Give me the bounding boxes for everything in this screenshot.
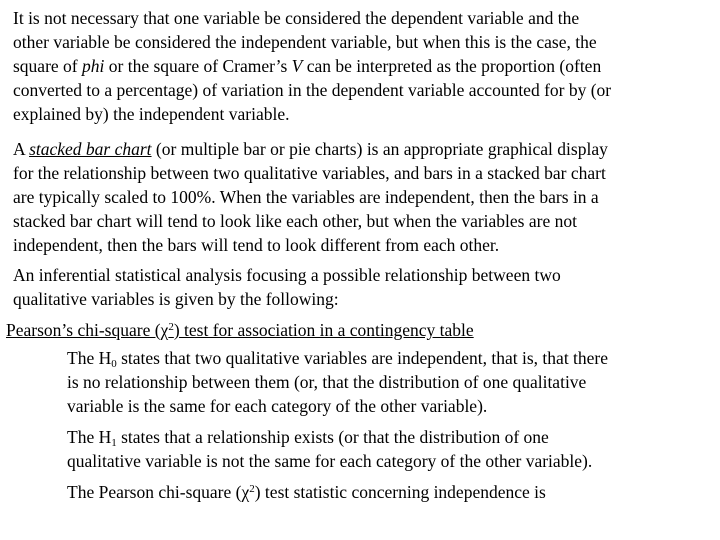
cramers-v-term: V — [291, 56, 303, 76]
text-span: states that two qualitative variables are independent, that is, that there — [116, 348, 609, 368]
text-span: can be interpreted as the proportion (often — [302, 56, 602, 76]
text-span: The Pearson chi-square ( — [67, 482, 242, 502]
text-span: The H — [67, 348, 112, 368]
text-span: A — [13, 139, 30, 159]
text-span: ) test statistic concerning independence is — [254, 482, 546, 502]
text-line — [67, 346, 608, 370]
paragraph-test-statistic — [67, 480, 546, 504]
text-line: for the relationship between two qualitative variables, and bars in a stacked bar chart — [13, 163, 606, 183]
paragraph-stacked-bar-chart — [13, 137, 608, 257]
stacked-bar-chart-link[interactable]: stacked bar chart — [29, 139, 152, 159]
text-line: It is not necessary that one variable be considered the dependent variable and the — [13, 8, 580, 28]
paragraph-null-hypothesis — [67, 346, 608, 418]
text-span: Pearson’s chi-square ( — [6, 320, 161, 340]
phi-term: phi — [82, 56, 105, 76]
text-line: independent, then the bars will tend to look different from each other. — [13, 235, 500, 255]
text-span: square of — [13, 56, 83, 76]
superscript: 2 — [168, 321, 174, 333]
text-line: explained by) the independent variable. — [13, 104, 290, 124]
text-line: other variable be considered the independent variable, but when this is the case, the — [13, 32, 597, 52]
text-span: ) test for association in a contingency table — [173, 320, 474, 340]
text-line: qualitative variable is not the same for each category of the other variable). — [67, 451, 593, 471]
text-line: is no relationship between them (or, that the distribution of one qualitative — [67, 372, 587, 392]
superscript: 2 — [249, 483, 255, 495]
section-heading-chi-square — [6, 318, 474, 342]
text-span: or the square of Cramer’s — [104, 56, 292, 76]
paragraph-phi-cramers-v — [13, 6, 611, 126]
text-span: (or multiple bar or pie charts) is an appropriate graphical display — [151, 139, 608, 159]
text-line — [13, 54, 611, 78]
paragraph-alternative-hypothesis — [67, 425, 592, 473]
text-line: are typically scaled to 100%. When the variables are independent, then the bars in a — [13, 187, 599, 207]
subscript: 1 — [111, 437, 117, 449]
paragraph-inferential-analysis — [13, 263, 561, 311]
chi-symbol: χ — [241, 482, 250, 502]
chi-symbol: χ — [160, 320, 169, 340]
text-line: converted to a percentage) of variation in the dependent variable accounted for by (or — [13, 80, 612, 100]
subscript: 0 — [111, 358, 117, 370]
text-line: qualitative variables is given by the following: — [13, 289, 339, 309]
text-span: states that a relationship exists (or that the distribution of one — [116, 427, 549, 447]
text-line: stacked bar chart will tend to look like each other, but when the variables are not — [13, 211, 577, 231]
text-line: variable is the same for each category of the other variable). — [67, 396, 488, 416]
text-line — [67, 425, 592, 449]
text-span: The H — [67, 427, 112, 447]
text-line — [13, 137, 608, 161]
text-line: An inferential statistical analysis focusing a possible relationship between two — [13, 265, 561, 285]
